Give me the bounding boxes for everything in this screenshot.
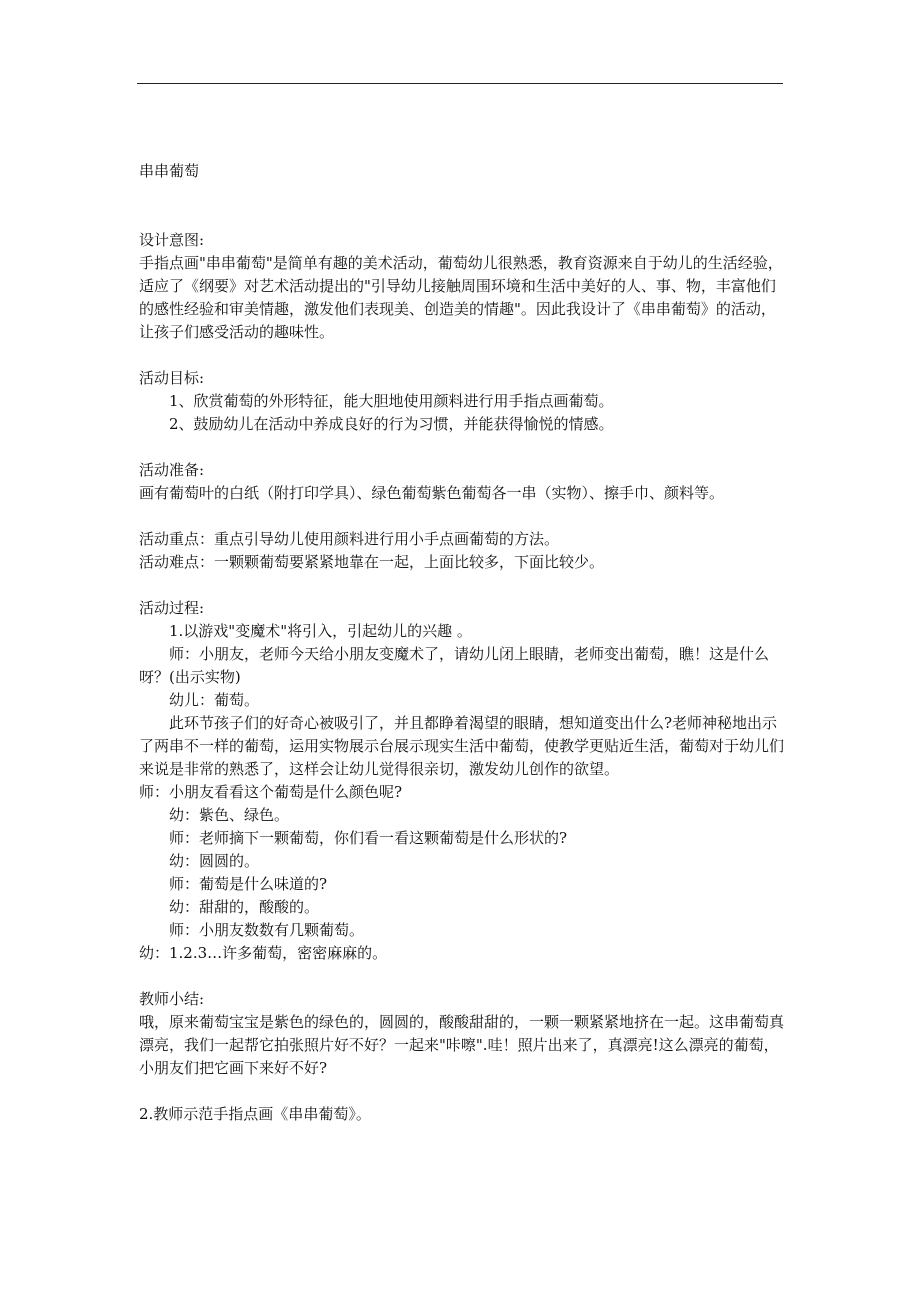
dialogue-line: 幼：紫色、绿色。 [169,806,290,824]
dialogue-line: 师：小朋友，老师今天给小朋友变魔术了，请幼儿闭上眼睛，老师变出葡萄，瞧！这是什么呀？(出示实物) [139,645,770,686]
dialogue-line: 幼：圆圆的。 [169,852,260,870]
process-heading: 活动过程: [139,599,205,617]
dialogue-line: 师：老师摘下一颗葡萄，你们看一看这颗葡萄是什么形状的? [169,829,568,847]
key-point: 活动重点：重点引导幼儿使用颜料进行用小手点画葡萄的方法。 [139,530,560,548]
difficulty: 活动难点：一颗颗葡萄要紧紧地靠在一起，上面比较多，下面比较少。 [139,553,605,571]
dialogue-line: 师：葡萄是什么味道的? [169,875,328,893]
preparation-heading: 活动准备: [139,461,205,479]
process-narration: 此环节孩子们的好奇心被吸引了，并且都睁着渴望的眼睛，想知道变出什么?老师神秘地出示了两串不一样的葡萄，运用实物展示台展示现实生活中葡萄，使教学更贴近生活，葡萄对于幼儿们来说是非常的熟悉了，这样会让幼儿觉得很亲切，激发幼儿创作的欲望。 [139,714,785,778]
process-step-2: 2.教师示范手指点画《串串葡萄》。 [139,1105,371,1123]
dialogue-line: 幼：1.2.3…许多葡萄，密密麻麻的。 [139,944,388,962]
goal-item: 2、鼓励幼儿在活动中养成良好的行为习惯，并能获得愉悦的情感。 [169,415,614,433]
goals-heading: 活动目标: [139,369,205,387]
dialogue-line: 师：小朋友看看这个葡萄是什么颜色呢? [139,783,403,801]
dialogue-line: 幼：甜甜的，酸酸的。 [169,898,320,916]
summary-heading: 教师小结: [139,990,205,1008]
dialogue-line: 幼儿：葡萄。 [169,691,260,709]
process-step-1: 1.以游戏"变魔术"将引入，引起幼儿的兴趣 。 [169,622,472,640]
dialogue-line: 师：小朋友数数有几颗葡萄。 [169,921,365,939]
design-intent-heading: 设计意图: [139,231,205,249]
summary-text: 哦，原来葡萄宝宝是紫色的绿色的，圆圆的，酸酸甜甜的，一颗一颗紧紧地挤在一起。这串葡萄真漂亮，我们一起帮它拍张照片好不好？一起来"咔嚓".哇！照片出来了，真漂亮!这么漂亮的葡萄，小朋友们把它画下来好不好? [139,1013,785,1077]
goal-item: 1、欣赏葡萄的外形特征，能大胆地使用颜料进行用手指点画葡萄。 [169,392,614,410]
preparation-text: 画有葡萄叶的白纸（附打印学具）、绿色葡萄紫色葡萄各一串（实物）、擦手巾、颜料等。 [139,484,725,502]
header-rule [137,83,783,84]
document-body [139,160,785,1126]
design-intent-text: 手指点画"串串葡萄"是简单有趣的美术活动，葡萄幼儿很熟悉，教育资源来自于幼儿的生活经验，适应了《纲要》对艺术活动提出的"引导幼儿接触周围环境和生活中美好的人、事、物，丰富他们的感性经验和审美情趣，激发他们表现美、创造美的情趣"。因此我设计了《串串葡萄》的活动，让孩子们感受活动的趣味性。 [139,254,783,341]
document-title: 串串葡萄 [139,162,200,180]
